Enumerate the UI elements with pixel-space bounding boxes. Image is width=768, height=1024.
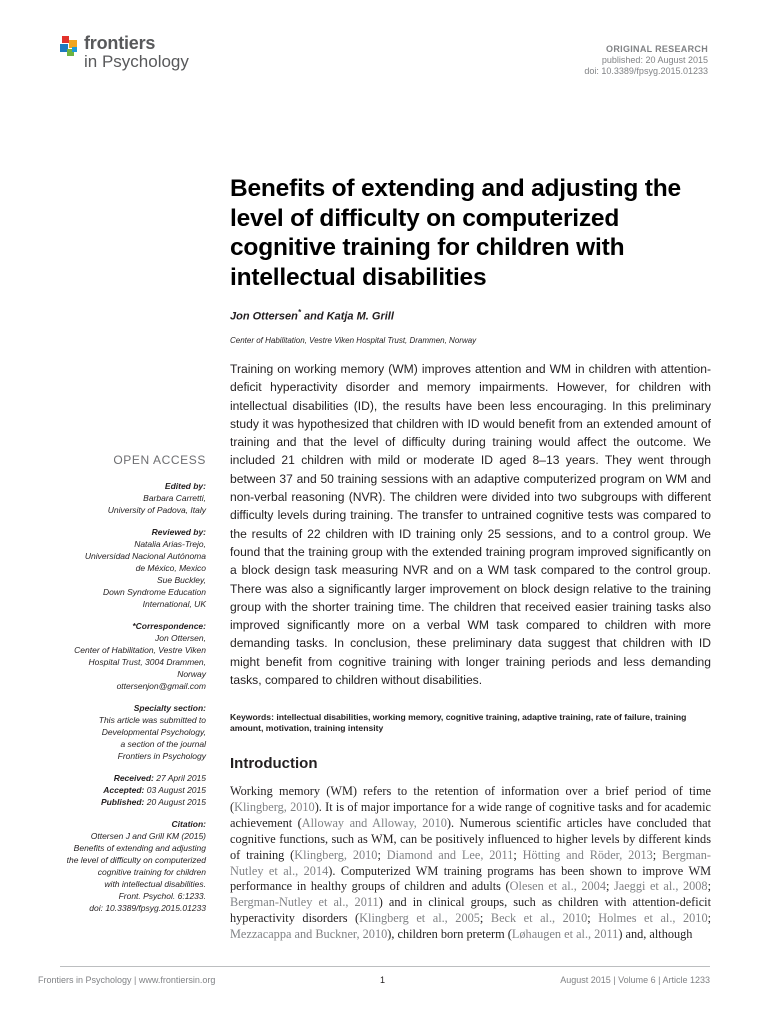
citation-link[interactable]: Alloway and Alloway, 2010 xyxy=(301,815,447,830)
specialty-line: a section of the journal xyxy=(120,739,206,749)
citation-link[interactable]: Beck et al., 2010 xyxy=(490,911,588,926)
footer-divider xyxy=(60,966,710,967)
body-text: ) and, although xyxy=(618,927,693,942)
citation-link[interactable]: Mezzacappa and Buckner, 2010 xyxy=(230,927,388,942)
reviewer-name[interactable]: Natalia Arias-Trejo, xyxy=(134,539,206,549)
separator: ; xyxy=(707,879,711,894)
citation-link[interactable]: Jaeggi et al., 2008 xyxy=(613,879,708,894)
footer-journal-link[interactable]: Frontiers in Psychology | www.frontiersin.org xyxy=(38,975,216,985)
specialty-line: This article was submitted to xyxy=(98,715,206,725)
citation-line: Front. Psychol. 6:1233. xyxy=(118,891,206,901)
citation-link[interactable]: Olesen et al., 2004 xyxy=(509,879,606,894)
introduction-text xyxy=(230,784,711,943)
reviewed-by-heading: Reviewed by: xyxy=(151,527,206,537)
section-heading: Introduction xyxy=(230,755,318,772)
author-list xyxy=(230,308,394,323)
frontiers-logo-icon xyxy=(60,36,80,58)
accepted-value: 03 August 2015 xyxy=(144,785,206,795)
article-type: ORIGINAL RESEARCH xyxy=(606,44,708,54)
editor-affiliation: University of Padova, Italy xyxy=(107,505,206,515)
separator: ; xyxy=(605,879,614,894)
received-label: Received: xyxy=(113,773,154,783)
reviewer-name[interactable]: Sue Buckley, xyxy=(157,575,206,585)
body-text: ). It is of major importance for a wide range of cognitive tasks and for academic achievement ( xyxy=(230,799,711,830)
keywords-label: Keywords: xyxy=(230,712,274,722)
reviewer-affiliation: Universidad Nacional Autónoma xyxy=(84,551,206,561)
citation-link[interactable]: Klingberg, 2010 xyxy=(294,847,378,862)
separator: ; xyxy=(377,847,387,862)
citation-line: Ottersen J and Grill KM (2015) xyxy=(90,831,206,841)
citation-link[interactable]: Diamond and Lee, 2011 xyxy=(386,847,514,862)
editor-name[interactable]: Barbara Carretti, xyxy=(143,493,206,503)
citation-link[interactable]: Holmes et al., 2010 xyxy=(598,911,708,926)
specialty-line: Developmental Psychology, xyxy=(101,727,206,737)
abstract: Training on working memory (WM) improves attention and WM in children with attention-deficit hyperactivity disorder and memory impairments. However, for children with intellectual disabilities (ID), the results have been less encouraging. In this preliminary study it was hypothesized that children with ID would benefit from an extended amount of training and that the level of difficulty during training would affect the outcome. We included 21 children with mild or moderate ID aged 8–13 years. They went through between 37 and 50 training sessions with an adaptive computerized program on WM and non-verbal reasoning (NVR). The children were divided into two subgroups with different difficulty levels during training. The transfer to untrained cognitive tests was compared to the results of 22 children with ID training only 25 sessions, and to a control group. We found that the training group with the extended training program improved significantly on a block design task measuring NVR and on a WM task compared to the control group. There was also a significantly larger improvement on block design relative to the training group with the shorter training time. The children that received easier training tasks also improved significantly more on a verbal WM task compared to children with more demanding tasks. In conclusion, these preliminary data suggest that children with ID might benefit from cognitive training with longer training periods and less demanding tasks, compared to children without disabilities. xyxy=(230,362,711,688)
logo-journal-name: in Psychology xyxy=(84,52,189,71)
citation-link[interactable]: Bergman-Nutley et al., 2011 xyxy=(230,895,379,910)
accepted-label: Accepted: xyxy=(103,785,145,795)
citation-line: with intellectual disabilities. xyxy=(104,879,206,889)
published-date: published: 20 August 2015 xyxy=(601,54,708,65)
body-text: ). Computerized WM training programs has been shown to improve WM performance in healthy groups of children and adults ( xyxy=(230,863,711,894)
correspondence-address: Hospital Trust, 3004 Drammen, xyxy=(88,657,206,667)
body-text: Working memory (WM) refers to the retention of information over a brief period of time ( xyxy=(230,784,711,814)
separator: ; xyxy=(587,911,599,926)
reviewer-affiliation: International, UK xyxy=(142,599,206,609)
citation-link[interactable]: Klingberg et al., 2005 xyxy=(359,911,480,926)
journal-logo[interactable] xyxy=(60,34,189,70)
reviewer-affiliation: de México, Mexico xyxy=(135,563,206,573)
edited-by-heading: Edited by: xyxy=(164,481,206,491)
separator: ; xyxy=(479,911,491,926)
published-label: Published: xyxy=(100,797,145,807)
correspondence-email[interactable]: ottersenjon@gmail.com xyxy=(116,681,206,691)
logo-wordmark: frontiers xyxy=(84,33,156,53)
page-number: 1 xyxy=(380,975,386,985)
specialty-heading: Specialty section: xyxy=(133,703,206,713)
footer-issue-info: August 2015 | Volume 6 | Article 1233 xyxy=(560,975,710,985)
citation-doi[interactable]: doi: 10.3389/fpsyg.2015.01233 xyxy=(89,903,206,913)
correspondence-address: Center of Habilitation, Vestre Viken xyxy=(74,645,206,655)
citation-line: the level of difficulty on computerized xyxy=(66,855,206,865)
keywords-list: intellectual disabilities, working memory, cognitive training, adaptive training, rate of failure, training amount, motivation, training intensity xyxy=(230,712,687,733)
received-date xyxy=(56,772,206,784)
citation-line: cognitive training for children xyxy=(97,867,206,877)
open-access-label: OPEN ACCESS xyxy=(113,453,206,467)
accepted-date xyxy=(56,784,206,796)
body-text: ). Numerous scientific articles have concluded that cognitive functions, such as WM, can be positively influenced to higher levels by different kinds of training ( xyxy=(230,815,711,862)
correspondence-address: Norway xyxy=(177,669,206,679)
body-text: ), children born preterm ( xyxy=(387,927,512,942)
citation-link[interactable]: Klingberg, 2010 xyxy=(234,799,315,814)
separator: ; xyxy=(652,847,663,862)
article-sidebar xyxy=(56,454,206,914)
published-sidebar-date xyxy=(56,796,206,808)
body-text: ) and in clinical groups, such as children with attention-deficit hyperactivity disorders ( xyxy=(230,895,711,926)
affiliation: Center of Habilitation, Vestre Viken Hospital Trust, Drammen, Norway xyxy=(230,336,477,345)
correspondence-name: Jon Ottersen, xyxy=(154,633,206,643)
article-meta xyxy=(584,44,708,76)
reviewer-affiliation: Down Syndrome Education xyxy=(102,587,206,597)
author-name[interactable]: Jon Ottersen xyxy=(230,310,298,323)
article-title: Benefits of extending and adjusting the level of difficulty on computerized cognitive training for children with intellectual disabilities xyxy=(230,175,681,291)
citation-heading: Citation: xyxy=(171,819,206,829)
separator: ; xyxy=(707,911,712,926)
citation-link[interactable]: Bergman-Nutley et al., 2014 xyxy=(230,847,711,878)
separator: ; xyxy=(513,847,523,862)
article-doi[interactable]: doi: 10.3389/fpsyg.2015.01233 xyxy=(584,65,708,76)
corresponding-mark: * xyxy=(297,308,301,317)
received-value: 27 April 2015 xyxy=(153,773,206,783)
author-name[interactable]: and Katja M. Grill xyxy=(300,310,394,323)
specialty-line: Frontiers in Psychology xyxy=(117,751,206,761)
citation-line: Benefits of extending and adjusting xyxy=(73,843,206,853)
citation-link[interactable]: Hötting and Röder, 2013 xyxy=(522,847,653,862)
citation-link[interactable]: Løhaugen et al., 2011 xyxy=(511,927,619,942)
published-value: 20 August 2015 xyxy=(144,797,206,807)
keywords xyxy=(230,712,711,734)
correspondence-heading: *Correspondence: xyxy=(132,621,206,631)
